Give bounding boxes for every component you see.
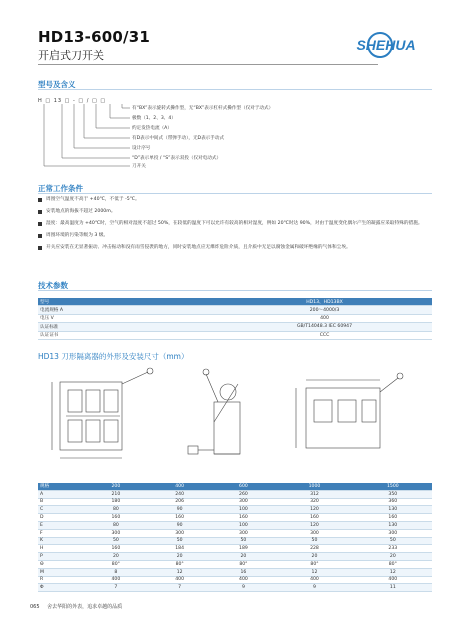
footer-slogan: 舍去华阳的外表，追求卓越的品质 xyxy=(47,604,123,610)
model-meaning: 约定发热电流（A） xyxy=(132,126,172,131)
model-code: H □ 13 □ - □ / □ □ xyxy=(38,98,107,104)
section-divider xyxy=(38,290,432,291)
table-row: D 160 160 160 160 160 xyxy=(38,514,432,522)
section-tech-heading: 技术参数 xyxy=(38,281,68,290)
section-conditions-heading: 正常工作条件 xyxy=(38,184,83,193)
list-item: 开关应安装在无显著振动、冲击振动和没有雨雪侵袭的地方，同时安装地点应无爆炸危险介质，且介质中无足以腐蚀金属和破坏绝缘的气体和尘埃。 xyxy=(38,245,438,251)
model-code-leader-lines xyxy=(38,104,138,170)
title-divider xyxy=(38,64,378,65)
table-row: 认证标准 GB/T14048.3 IEC 60947 xyxy=(38,323,432,331)
model-meaning: 极数（1、2、3、4） xyxy=(132,116,176,121)
table-row: B 180 206 300 320 360 xyxy=(38,498,432,506)
table-row: Θ 80° 80° 80° 80° 80° xyxy=(38,560,432,568)
section-model-heading: 型号及含义 xyxy=(38,80,76,89)
table-row: F 300 300 300 300 300 xyxy=(38,529,432,537)
table-row: K 50 50 50 50 50 xyxy=(38,537,432,545)
logo-text: SHEHUA xyxy=(356,37,416,53)
tech-table xyxy=(38,298,432,340)
model-meaning: 有“BX”表示旋转式操作型，无“BX”表示杠杆式操作型（仅对于动式） xyxy=(132,106,274,111)
table-row: 电压 V 400 xyxy=(38,314,432,322)
table-row: 电流规格 A 200～4000/3 xyxy=(38,306,432,314)
table-row: A 210 240 260 312 350 xyxy=(38,490,432,498)
list-item: 安装地点的海拔不超过 2000m。 xyxy=(38,209,438,215)
model-meaning: “D”表示单投 / “S”表示双投（仅对电动式） xyxy=(132,156,222,161)
dimension-drawing xyxy=(38,362,432,472)
table-row: C 80 90 100 120 130 xyxy=(38,506,432,514)
page-subtitle: 开启式刀开关 xyxy=(38,49,104,62)
table-row: P 20 20 20 20 20 xyxy=(38,553,432,561)
section-divider xyxy=(38,193,432,194)
section-divider xyxy=(38,89,432,90)
list-item: 湿度：最高温度为 +40℃时，空气的相对湿度不超过 50%，在较低的温度下可以允许有较高的相对湿度，例如 20℃时达 90%，对由于温度变化偶尔产生的凝露应采取特殊的措施。 xyxy=(38,221,438,227)
table-row: 认证证书 CCC xyxy=(38,331,432,339)
section-drawing-heading: HD13 刀形隔离器的外形及安装尺寸（mm） xyxy=(38,352,189,361)
table-row: E 80 90 100 120 130 xyxy=(38,521,432,529)
table-row: Φ 7 7 9 9 11 xyxy=(38,584,432,592)
page-title: HD13-600/31 xyxy=(38,28,150,46)
list-item: 周围环境的污染等级为 3 级。 xyxy=(38,233,438,239)
table-row: M 8 12 16 12 12 xyxy=(38,568,432,576)
table-header-row: 规格 200 400 600 1000 1500 xyxy=(38,483,432,490)
brand-logo xyxy=(340,30,432,60)
model-meaning: 刀开关 xyxy=(132,164,146,169)
page-number: 065 xyxy=(30,604,40,610)
model-meaning: 设计序号 xyxy=(132,146,151,151)
table-row: H 160 184 189 228 233 xyxy=(38,545,432,553)
table-row: R 400 400 400 400 400 xyxy=(38,576,432,584)
conditions-list xyxy=(38,197,438,257)
list-item: 周围空气温度不高于 +40℃，不低于 -5℃。 xyxy=(38,197,438,203)
page-footer xyxy=(30,603,122,610)
model-meaning: 有D表示中间式（带弹手动），无D表示手动式 xyxy=(132,136,225,141)
dimensions-table xyxy=(38,483,432,592)
table-header-row: 型号 HD13、HD13BX xyxy=(38,298,432,306)
